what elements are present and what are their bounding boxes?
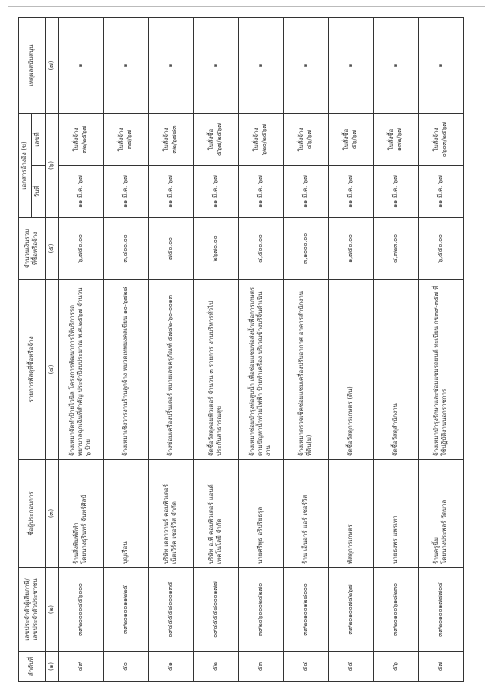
row-docno: ใบสั่งซื้อ ๕๖๗/๒๕๖๗ (194, 113, 239, 165)
row-items: จ้างเหมาตรวจเช็คซ่อมแซมเครื่องปรับอากาศ อาคารสำนักงานที่ดิน(ม) (284, 280, 329, 460)
row-taxid: ๓๙๒๐๑๐๐๑๒๘๐๐๐ (284, 568, 329, 652)
procurement-table (18, 17, 464, 682)
table-row (149, 17, 194, 681)
row-vendor: ร้านครูนิ้ม โดยนางประพลร์ วัดบาล (419, 460, 464, 568)
row-vendor: ร้านสิ่งพิมพ์ดีทำ โดยนางธุรินทร์ จันทร์ศิลป์ (59, 460, 104, 568)
table-row (59, 17, 104, 681)
row-amount: ๓,๑๐๐๐.๐๐ (284, 218, 329, 280)
row-items: จัดซื้อวัสดุคอมพิวเตอร์ จำนวน ๓ รายการ งานบริหารทั่วไปประกันสาธารณสุข (194, 280, 239, 460)
table-row (104, 17, 149, 681)
row-items: จ้างซ่อมเครื่องปริ้นเตอร์ หมายเลขครุภัณฑ์ ๕๗๔๒-๖๐-๐๐๑๓ (149, 280, 194, 460)
row-date: ๑๑ มี.ค. ๖๗ (194, 166, 239, 218)
colnum: (๕) (45, 218, 58, 280)
colnum: (๑) (45, 652, 58, 682)
row-amount: ๑,๗๕๐.๐๐ (329, 218, 374, 280)
header-docref: เอกสารอ้างอิง (ข) (19, 113, 32, 217)
row-reason: ๑ (104, 17, 149, 113)
row-docno: ใบสั่งจ้าง ๓๗/๖๗ (104, 113, 149, 165)
row-docno: ใบสั่งซื้อ ๑๓๒/๖๗ (374, 113, 419, 165)
row-date: ๑๑ มี.ค. ๖๗ (104, 166, 149, 218)
row-taxid: ๐๙๔๕๕๕๘๐๐๐๑๗๗ (194, 568, 239, 652)
row-items: จ้างเหมาเชิงวารงานร้านลูกจ้าง หมวดเทพมงคลเขียน ๑๐-๖๗๒๘ (104, 280, 149, 460)
row-items: จ้างเหมาซ่อมบำรุงท่อสูบน้ำ เพื่อซ่อมแซมท่อส่งน้ำเพื่อการเกษตรตามปัญหาน้ำท่วมไฟฟ้า ป้ายทำเครื่อง บริเวณข้างบริจิ้นดำเนินงาน (239, 280, 284, 460)
colnum: (๖) (45, 113, 58, 217)
row-reason: ๑ (149, 17, 194, 113)
column-number-row (45, 17, 58, 681)
row-seq: ๔๙ (59, 652, 104, 682)
row-docno: ใบสั่งจ้าง ๓๒/๖๗๘๓ (149, 113, 194, 165)
row-vendor: ร้าน เอ็นอาร์ แอร์ เซอร์วิส (284, 460, 329, 568)
row-items: จ้างเหมาบำรุงรักษาและซ่อมแซมรถยนต์ ทะเบียน กข๓๙-๓๕๗ ที่ใช้ปฏิบัติงานนอกราชการ (419, 280, 464, 460)
header-items: รายการพัสดุที่ซื้อหรือจ้าง (19, 280, 46, 460)
row-reason: ๑ (374, 17, 419, 113)
row-amount: ๗๕๐.๐๐ (149, 218, 194, 280)
row-vendor: นายธงพร แพรเทา (374, 460, 419, 568)
row-vendor: บุญเรือน (104, 460, 149, 568)
row-date: ๑๑ มี.ค. ๖๗ (419, 166, 464, 218)
row-seq: ๕๖ (374, 652, 419, 682)
row-taxid: ๓๙๒๐๑๐๐๗๔๒๖๗ (329, 568, 374, 652)
row-reason: ๑ (239, 17, 284, 113)
colnum: (๒) (45, 568, 58, 652)
row-reason: ๑ (419, 17, 464, 113)
row-items: จัดซื้อวัสดุการเกษตร (ดิน) (329, 280, 374, 460)
row-taxid: ๓๙๒๐๑๐๐๑๗๗๗๐๔ (419, 568, 464, 652)
row-seq: ๕๒ (194, 652, 239, 682)
table-row (419, 17, 464, 681)
row-reason: ๑ (329, 17, 374, 113)
row-amount: ๖,๗๕๐.๐๐ (59, 218, 104, 280)
row-vendor: นายศรีพุธ อริปริยธรุล (239, 460, 284, 568)
table-row (374, 17, 419, 681)
header-amount: จำนวนเงินรวม ที่ซื้อหรือจ้าง (19, 218, 46, 280)
row-docno: ใบสั่งจ้าง ๓๒/๒๕๖๗ (59, 113, 104, 165)
row-amount: ๓,๔๐๐.๐๐ (104, 218, 149, 280)
row-seq: ๕๓ (239, 652, 284, 682)
row-vendor: บริษัท อ.พี คอมพิวเตอร์ แอนด์ เทคโนโลยี จำกัด (194, 460, 239, 568)
row-taxid: ๓๙๒๐๑๐๐๑๑๒๒๕ (104, 568, 149, 652)
row-amount: ๖,๕๕๐.๐๐ (419, 218, 464, 280)
table-row (329, 17, 374, 681)
header-taxid: เลขประจำตัวผู้เสียภาษี/ เลขประจำตัวประชาชน (19, 568, 46, 652)
row-seq: ๕๑ (149, 652, 194, 682)
header-reason: เหตุผลสนับสนุน (19, 17, 46, 113)
table-row (239, 17, 284, 681)
row-amount: ๒๖๗๐.๐๐ (194, 218, 239, 280)
row-reason: ๑ (59, 17, 104, 113)
row-taxid: ๐๙๔๕๕๕๘๐๐๐๑๓๕ (149, 568, 194, 652)
row-items: จัดซื้อวัสดุสำนักงาน (374, 280, 419, 460)
row-vendor: บริษัท เดลาวานร์ คอมพิวเตอร์ เน็ตเวิร์ค เซอร์วิส จำกัด (149, 460, 194, 568)
row-seq: ๕๗ (419, 652, 464, 682)
table-row (194, 17, 239, 681)
row-amount: ๔,๕๐๐.๐๐ (239, 218, 284, 280)
row-date: ๑๑ มี.ค. ๖๗ (374, 166, 419, 218)
row-amount: ๔,๓๒๓.๐๐ (374, 218, 419, 280)
row-vendor: พัสดุการเกษตร (329, 460, 374, 568)
row-seq: ๕๔ (284, 652, 329, 682)
header-seq: ลำดับที่ (19, 652, 46, 682)
row-docno: ใบสั่งจ้าง ๔๖/๖๗ (284, 113, 329, 165)
row-items: จ้างเหมาจัดทำป้ายไวนิล โครงการพัฒนาการให้บริการรถพยาบาลฉุกเฉินที่สำคัญ ประจำปีงบประมาณ พ.ศ.๒๕๖๗ จำนวน ๖ ป้าย (59, 280, 104, 460)
row-reason: ๑ (284, 17, 329, 113)
row-docno: ใบสั่งจ้าง ๖๒๐/๒๕๖๗ (239, 113, 284, 165)
row-date: ๑๑ มี.ค. ๖๗ (239, 166, 284, 218)
colnum: (๓) (45, 460, 58, 568)
row-taxid: ๓๙๒๐๐๐๐๔๕๖๐๐๐ (59, 568, 104, 652)
row-date: ๑๑ มี.ค. ๖๗ (149, 166, 194, 218)
colnum: (๔) (45, 280, 58, 460)
header-docno: เลขที่ (32, 113, 45, 165)
row-docno: ใบสั่งจ้าง ๐๖๐๓/๒๕๖๗ (419, 113, 464, 165)
table-body (59, 17, 464, 681)
colnum: (๗) (45, 17, 58, 113)
header-date: วันที่ (32, 166, 45, 218)
row-docno: ใบสั่งซื้อ ๕๖/๖๗ (329, 113, 374, 165)
row-taxid: ๓๙๒๐๖๐๐๐๒๔๒๗๐ (239, 568, 284, 652)
row-taxid: ๓๙๒๐๑๐๐๖๑๘๒๓๐ (374, 568, 419, 652)
row-date: ๑๑ มี.ค. ๖๗ (59, 166, 104, 218)
row-reason: ๑ (194, 17, 239, 113)
row-seq: ๕๕ (329, 652, 374, 682)
row-date: ๑๑ มี.ค. ๖๗ (329, 166, 374, 218)
header-vendor: ชื่อผู้ประกอบการ (19, 460, 46, 568)
row-date: ๑๑ มี.ค. ๖๗ (284, 166, 329, 218)
header-row (19, 17, 32, 681)
row-seq: ๕๐ (104, 652, 149, 682)
table-row (284, 17, 329, 681)
